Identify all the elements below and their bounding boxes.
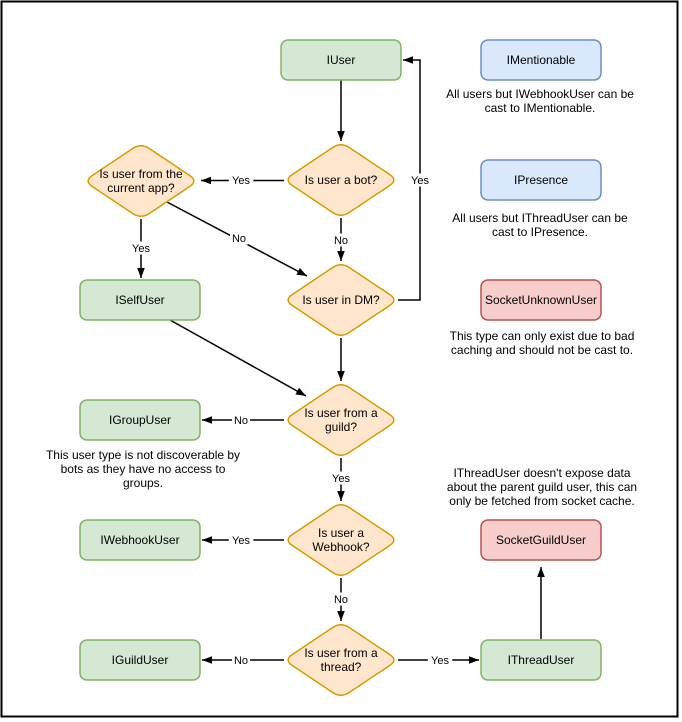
node-label-socketunknownuser: SocketUnknownUser bbox=[484, 293, 598, 307]
node-label-iwebhookuser: IWebhookUser bbox=[100, 533, 180, 547]
node-label-iselfuser: ISelfUser bbox=[115, 293, 165, 307]
edge-label-guild-no-to-igroupuser: No bbox=[233, 415, 249, 427]
node-label-is-user-from-current-app: Is user from the current app? bbox=[99, 167, 183, 195]
node-label-imentionable: IMentionable bbox=[506, 53, 576, 67]
note-imentionable: All users but IWebhookUser can be cast to IMentionable. bbox=[446, 87, 634, 115]
node-label-is-user-a-webhook: Is user a Webhook? bbox=[312, 526, 370, 554]
note-ipresence: All users but IThreadUser can be cast to IPresence. bbox=[452, 211, 628, 239]
edge-label-thread-no-to-iguilduser: No bbox=[233, 655, 249, 667]
node-label-igroupuser: IGroupUser bbox=[108, 413, 172, 427]
node-label-socketguilduser: SocketGuildUser bbox=[495, 533, 587, 547]
node-label-ipresence: IPresence bbox=[513, 173, 569, 187]
edge-label-bot-no-to-dm: No bbox=[333, 235, 349, 247]
edge-label-current-app-yes-to-iselfuser: Yes bbox=[132, 243, 150, 255]
note-igroupuser: This user type is not discoverable by bots as they have no access to groups. bbox=[45, 448, 241, 490]
edge-label-bot-yes-to-current-app: Yes bbox=[232, 175, 250, 187]
note-socketguilduser: IThreadUser doesn't expose data about the parent guild user, this can only be fetched from socket cache. bbox=[446, 466, 638, 508]
edge-label-webhook-yes-to-iwebhookuser: Yes bbox=[232, 535, 250, 547]
edge-label-guild-yes-to-webhook: Yes bbox=[332, 473, 350, 485]
edge-label-thread-yes-to-ithreaduser: Yes bbox=[431, 655, 449, 667]
node-label-is-user-from-a-guild: Is user from a guild? bbox=[304, 406, 378, 434]
edge-label-webhook-no-to-thread: No bbox=[333, 594, 349, 606]
node-label-ithreaduser: IThreadUser bbox=[507, 653, 575, 667]
note-socketunknownuser: This type can only exist due to bad caching and should not be cast to. bbox=[449, 329, 635, 357]
node-label-is-user-in-dm: Is user in DM? bbox=[302, 293, 380, 307]
node-label-iguilduser: IGuildUser bbox=[111, 653, 169, 667]
node-label-is-user-a-bot: Is user a bot? bbox=[304, 173, 378, 187]
edge-label-dm-yes-to-iuser: Yes bbox=[411, 175, 429, 187]
node-label-is-user-from-a-thread: Is user from a thread? bbox=[304, 646, 378, 674]
node-label-iuser: IUser bbox=[326, 53, 356, 67]
edge-label-current-app-no-to-dm: No bbox=[231, 233, 247, 245]
